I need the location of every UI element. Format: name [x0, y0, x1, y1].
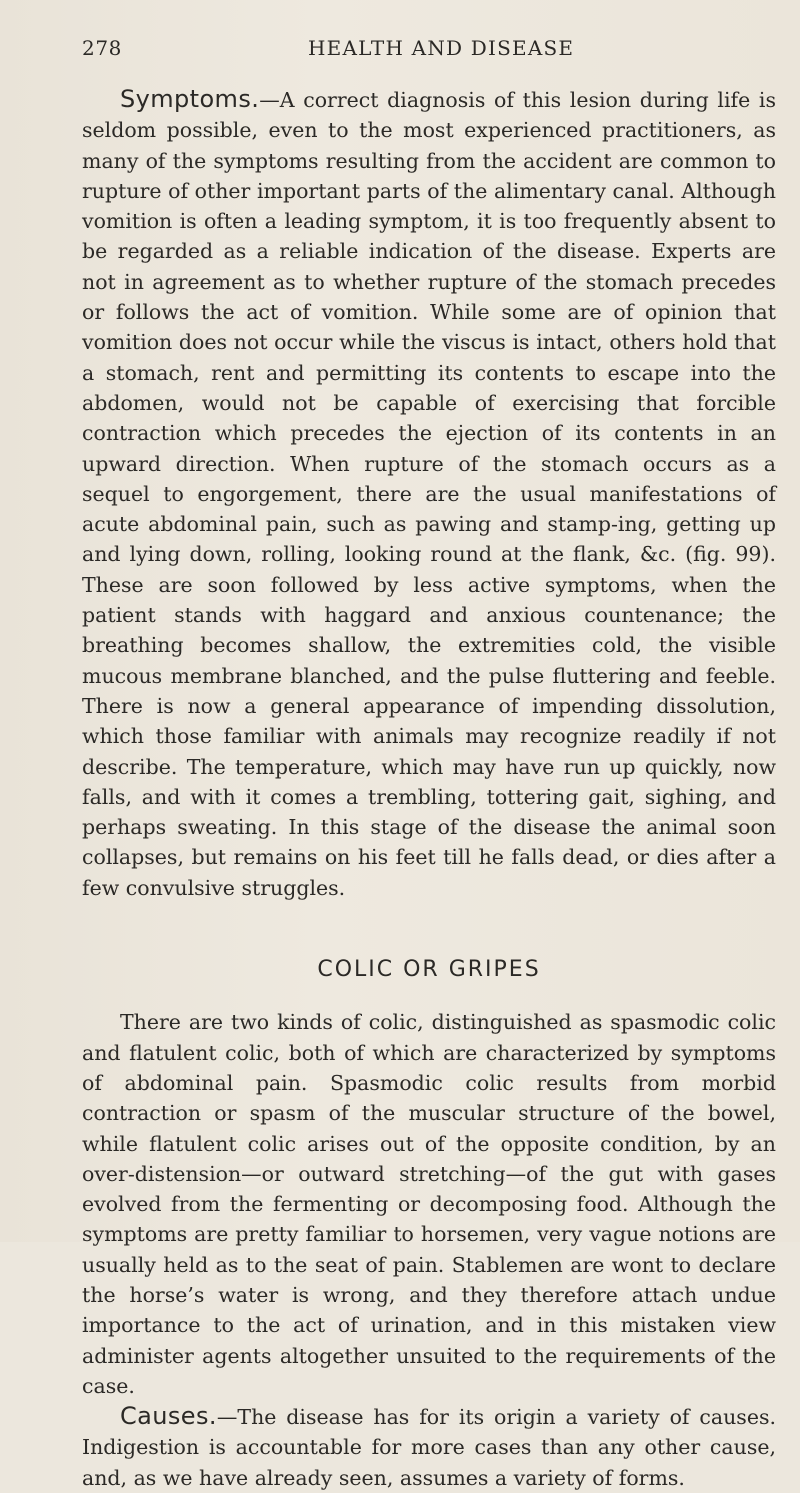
- page-number: 278: [82, 36, 122, 60]
- symptoms-run-in-heading: Symptoms.: [120, 85, 260, 113]
- causes-paragraph: [82, 1401, 776, 1493]
- colic-section-heading: COLIC OR GRIPES: [317, 957, 541, 983]
- colic-intro-paragraph: There are two kinds of colic, distinguished as spasmodic colic and flatulent colic, both of which are characterized by symptoms of abdominal pain. Spasmodic colic results from morbid contraction or spasm of the muscular structure of the bowel, while flatulent colic arises out of the opposite condition, by an over-distension—or outward stretching—of the gut with gases evolved from the fermenting or decomposing food. Although the symptoms are pretty familiar to horsemen, very vague notions are usually held as to the seat of pain. Stablemen are wont to declare the horse’s water is wrong, and they therefore attach undue importance to the act of urination, and in this mistaken view administer agents altogether unsuited to the requirements of the case.: [82, 1010, 776, 1398]
- causes-text: —The disease has for its origin a variety of causes. Indigestion is accountable for more cases than any other cause, and, as we have already seen, assumes a variety of forms.: [82, 1405, 776, 1490]
- running-head: HEALTH AND DISEASE: [308, 36, 575, 60]
- page-body: [82, 84, 776, 1493]
- page-header: [82, 36, 760, 70]
- symptoms-text: —A correct diagnosis of this lesion during life is seldom possible, even to the most experienced practitioners, as many of the symptoms resulting from the accident are common to rupture of other important parts of the alimentary canal. Although vomition is often a leading symptom, it is too frequently absent to be regarded as a reliable indication of the disease. Experts are not in agreement as to whether rupture of the stomach precedes or follows the act of vomition. While some are of opinion that vomition does not occur while the viscus is intact, others hold that a stomach, rent and permitting its contents to escape into the abdomen, would not be capable of exercising that forcible contraction which precedes the ejection of its contents in an upward direction. When rupture of the stomach occurs as a sequel to engorgement, there are the usual manifestations of acute abdominal pain, such as pawing and stamp-ing, getting up and lying down, rolling, looking round at the flank, &c. (fig. 99). These are soon followed by less active symptoms, when the patient stands with haggard and anxious countenance; the breathing becomes shallow, the extremities cold, the visible mucous membrane blanched, and the pulse fluttering and feeble. There is now a general appearance of impending dissolution, which those familiar with animals may recognize readily if not describe. The temperature, which may have run up quickly, now falls, and with it comes a trembling, tottering gait, sighing, and perhaps sweating. In this stage of the disease the animal soon collapses, but remains on his feet till he falls dead, or dies after a few convulsive struggles.: [82, 88, 776, 900]
- symptoms-paragraph: [82, 84, 776, 903]
- causes-run-in-heading: Causes.: [120, 1402, 217, 1431]
